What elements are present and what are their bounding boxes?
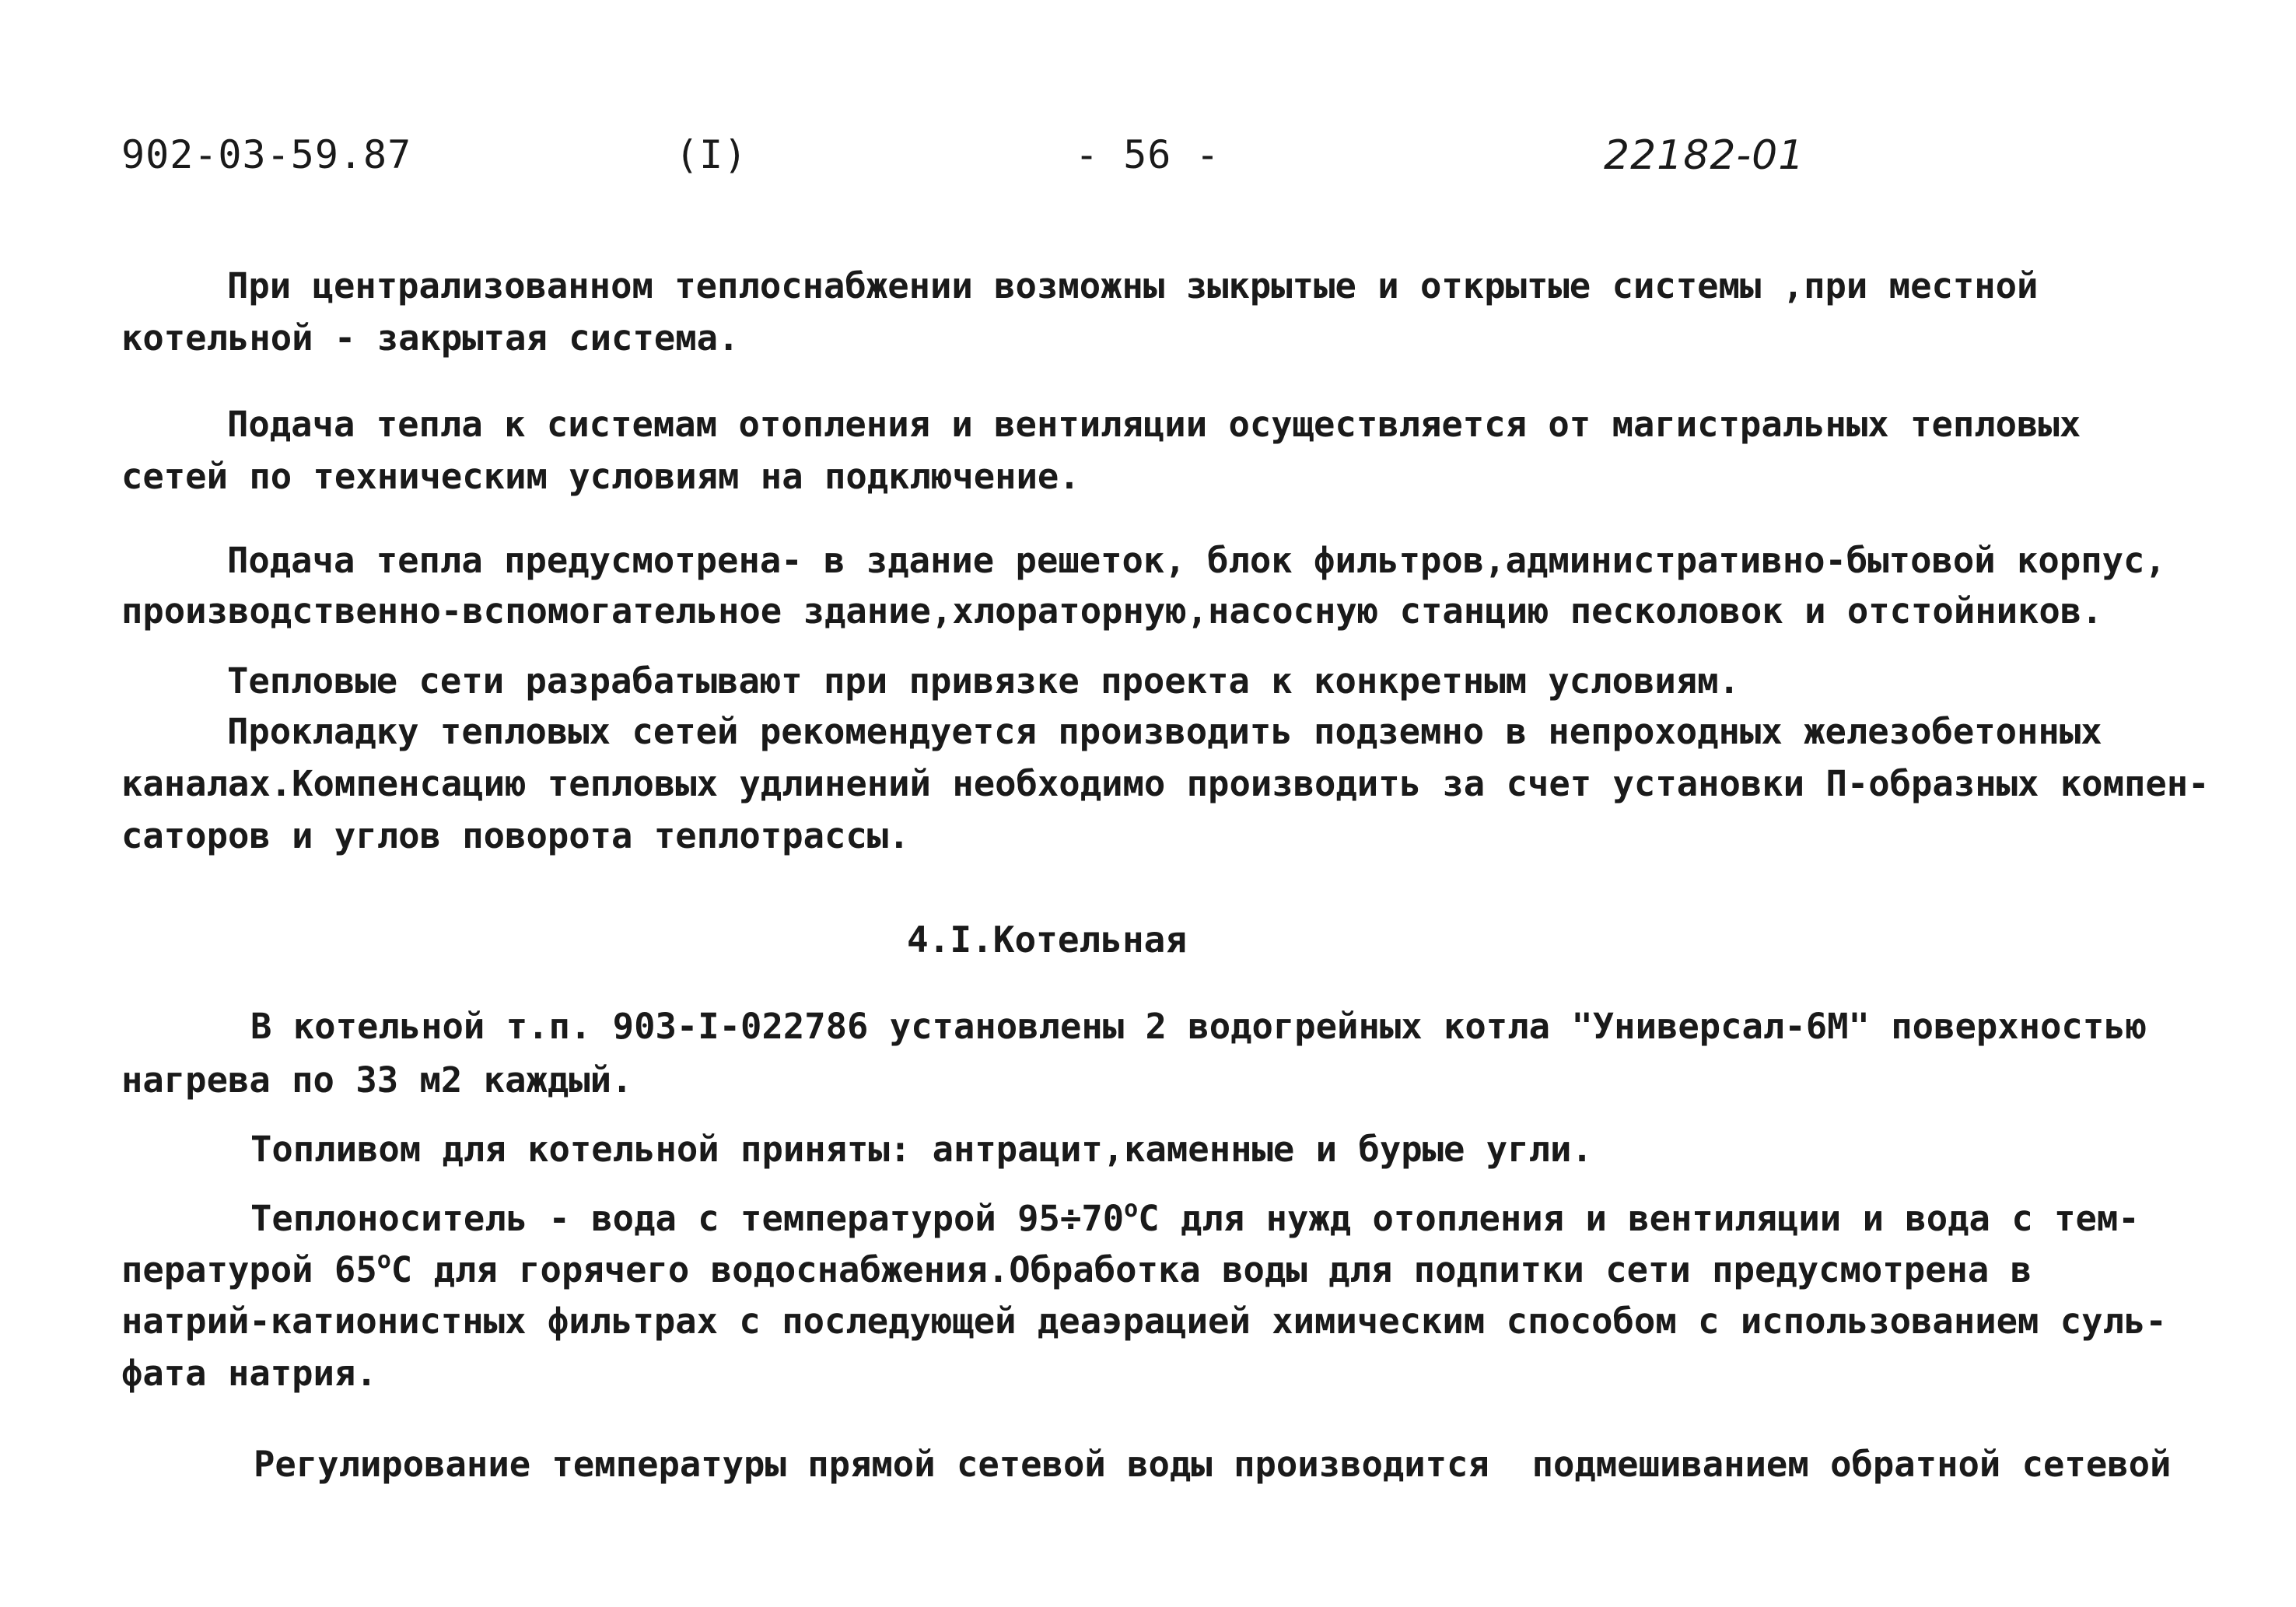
- paragraph-line: Топливом для котельной приняты: антрацит,каменные и бурые угли.: [250, 1129, 1593, 1170]
- text-run: С для нужд отопления и вентиляции и вода с тем-: [1138, 1198, 2140, 1239]
- paragraph-line: Прокладку тепловых сетей рекомендуется производить подземно в непроходных железобетонных: [227, 711, 2102, 752]
- paragraph-line: фата натрия.: [121, 1353, 377, 1394]
- paragraph-line: нагрева по 33 м2 каждый.: [121, 1059, 633, 1101]
- inventory-number: 22182-01: [1604, 132, 1805, 179]
- text-run: Теплоноситель - вода с температурой 95÷70: [250, 1198, 1125, 1239]
- text-run: пературой 65: [121, 1249, 377, 1290]
- paragraph-line: Регулирование температуры прямой сетевой воды производится подмешиванием обратной сетевой: [254, 1444, 2172, 1485]
- paragraph-line: [121, 1247, 2032, 1290]
- paragraph-line: сетей по техническим условиям на подключение.: [121, 456, 1080, 497]
- page-number: - 56 -: [1075, 132, 1220, 177]
- paragraph-line: При централизованном теплоснабжении возможны зыкрытые и открытые системы ,при местной: [227, 265, 2039, 306]
- paragraph-line: производственно-вспомогательное здание,хлораторную,насосную станцию песколовок и отстойников.: [121, 590, 2103, 632]
- paragraph-line: Тепловые сети разрабатывают при привязке проекта к конкретным условиям.: [227, 660, 1740, 702]
- document-code: 902-03-59.87: [121, 132, 412, 177]
- paragraph-line: Подача тепла к системам отопления и вентиляции осуществляется от магистральных тепловых: [227, 404, 2081, 445]
- paragraph-line: В котельной т.п. 903-I-022786 установлены 2 водогрейных котла "Универсал-6М" поверхностью: [250, 1006, 2147, 1047]
- paragraph-line: натрий-катионистных фильтрах с последующей деаэрацией химическим способом с использованием суль-: [121, 1301, 2167, 1342]
- degree-sign: о: [376, 1247, 391, 1274]
- text-run: С для горячего водоснабжения.Обработка воды для подпитки сети предусмотрена в: [390, 1249, 2032, 1290]
- document-part: (I): [675, 132, 748, 177]
- paragraph-line: Подача тепла предусмотрена- в здание решеток, блок фильтров,административно-бытовой корпус,: [227, 540, 2166, 581]
- section-heading: 4.I.Котельная: [907, 919, 1188, 961]
- paragraph-line: [250, 1196, 2140, 1239]
- paragraph-line: котельной - закрытая система.: [121, 317, 740, 359]
- paragraph-line: саторов и углов поворота теплотрассы.: [121, 815, 910, 856]
- paragraph-line: каналах.Компенсацию тепловых удлинений необходимо производить за счет установки П-образных компен-: [121, 763, 2210, 804]
- degree-sign: о: [1124, 1196, 1139, 1223]
